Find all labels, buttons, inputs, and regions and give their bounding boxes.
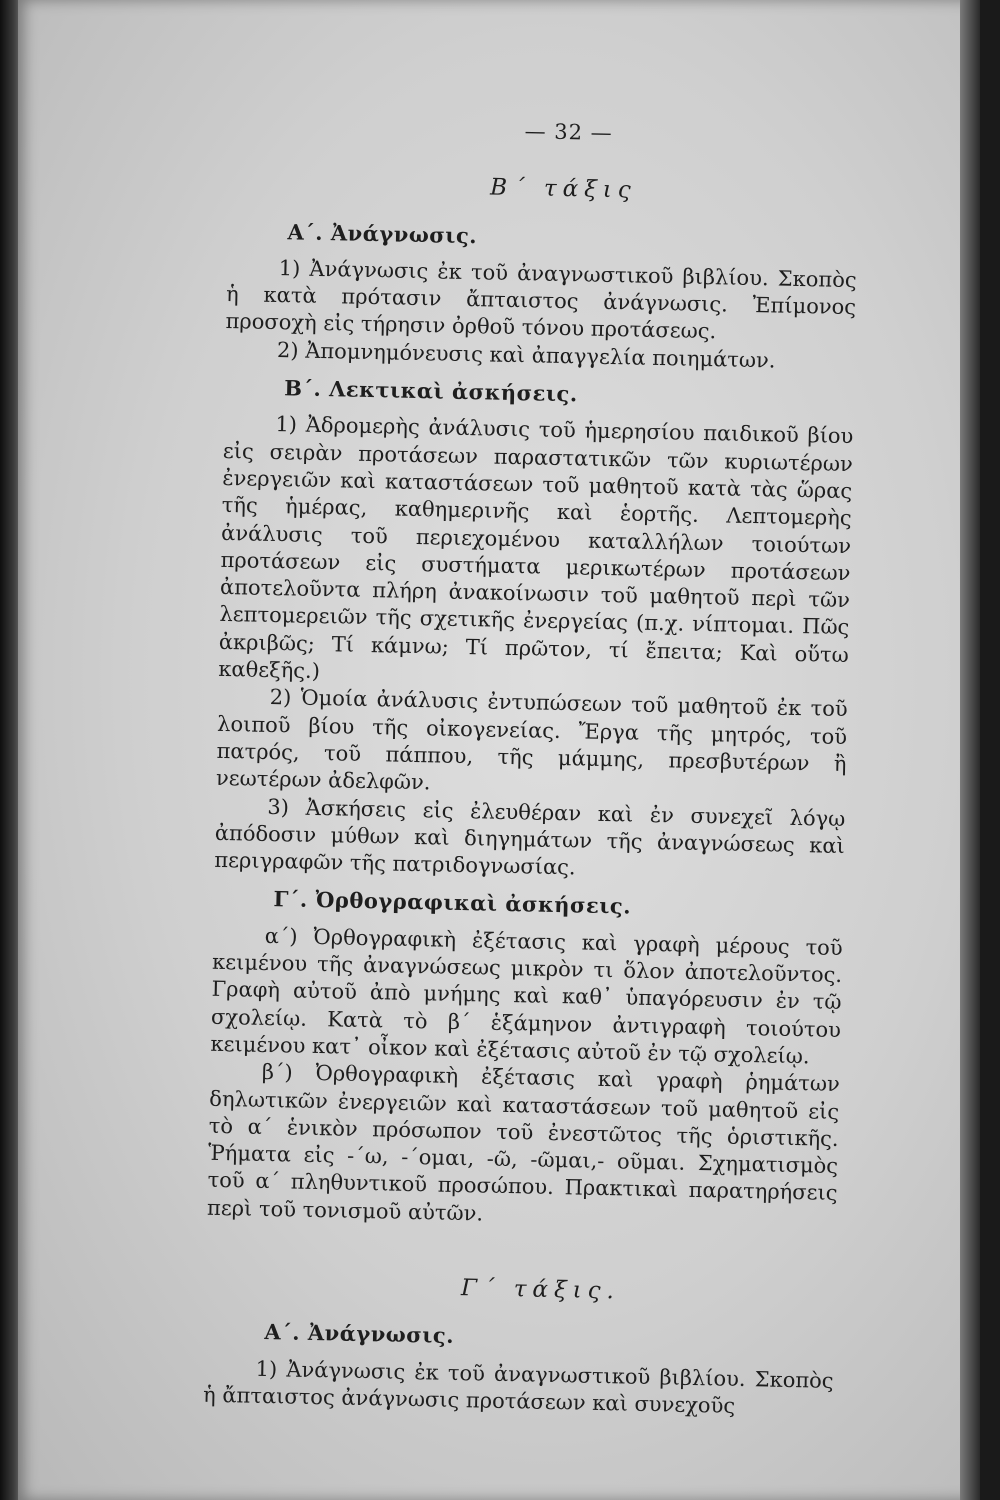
page-edge bbox=[960, 0, 980, 1500]
class-b-verbal-paragraph-2: 2) Ὁμοία ἀνάλυσις ἐντυπώσεων τοῦ μαθητοῦ ἐκ τοῦ λοιποῦ βίου τῆς οἰκογενείας. Ἔργα τῆς μητρός, τοῦ πατρός, τοῦ πάππου, τῆς μάμμης, πρεσβυτέρων ἢ νεωτέρων ἀδελφῶν. bbox=[215, 685, 848, 795]
class-b-verbal-paragraph-3: 3) Ἀσκήσεις εἰς ἐλευθέραν καὶ ἐν συνεχεῖ λόγῳ ἀπόδοσιν μύθων καὶ διηγημάτων τῆς ἀναγνώσεως καὶ περιγραφῶν τῆς πατριδογνωσίας. bbox=[214, 794, 846, 880]
class-c-reading-heading: Α΄. Ἀνάγνωσις. bbox=[264, 1319, 455, 1349]
class-b-reading-paragraph-2: 2) Ἀπομνημόνευσις καὶ ἀπαγγελία ποιημάτων. bbox=[276, 337, 776, 373]
class-b-spelling-paragraph-1: α΄) Ὀρθογραφικὴ ἐξέτασις καὶ γραφὴ μέρους τοῦ κειμένου τῆς ἀναγνώσεως μικρὸν τι ὅλον ἀποτελοῦντος. Γραφὴ αὐτοῦ ἀπὸ μνήμης καὶ καθ᾽ ὑπαγόρευσιν ἐν τῷ σχολείῳ. Κατὰ τὸ β΄ ἑξάμηνον ἀντιγραφὴ τοιούτου κειμένου κατ᾽ οἶκον καὶ ἐξέτασις αὐτοῦ ἐν τῷ σχολείῳ. bbox=[210, 923, 843, 1069]
class-c-title: Γ΄ τάξις. bbox=[460, 1275, 621, 1305]
class-b-spelling-paragraph-2: β΄) Ὀρθογραφικὴ ἐξέτασις καὶ γραφὴ ῥημάτων δηλωτικῶν ἐνεργειῶν καὶ καταστάσεων τοῦ μαθητοῦ εἰς τὸ α΄ ἑνικὸν πρόσωπον τοῦ ἐνεστῶτος τῆς ὁριστικῆς. Ῥήματα εἰς -΄ω, -΄ομαι, -ῶ, -ῶμαι,- οῦμαι. Σχηματισμὸς τοῦ α΄ πληθυντικοῦ προσώπου. Πρακτικαὶ παρατηρήσεις περὶ τοῦ τονισμοῦ αὐτῶν. bbox=[206, 1060, 841, 1226]
class-c-reading-paragraph-1: 1) Ἀνάγνωσις ἐκ τοῦ ἀναγνωστικοῦ βιβλίου. Σκοπὸς ἡ ἄπταιστος ἀνάγνωσις προτάσεων καὶ συνεχοῦς bbox=[202, 1356, 834, 1418]
page-content bbox=[203, 112, 860, 1422]
class-b-verbal-paragraph-1: 1) Ἀδρομερὴς ἀνάλυσις τοῦ ἡμερησίου παιδικοῦ βίου εἰς σειρὰν προτάσεων παραστατικῶν τῶν κυριωτέρων ἐνεργειῶν καὶ καταστάσεων τοῦ μαθητοῦ κατὰ τὰς ὥρας τῆς ἡμέρας, καθημερινῆς καὶ ἑορτῆς. Λεπτομερὴς ἀνάλυσις τοῦ περιεχομένου καταλλήλων τοιούτων προτάσεων εἰς συστήματα μερικωτέρων προτάσεων ἀποτελοῦντα πλήρη ἀνακοίνωσιν τοῦ μαθητοῦ περὶ τῶν λεπτομερειῶν τῆς σχετικῆς ἐνεργείας (π.χ. νίπτομαι. Πῶς ἀκριβῶς; Τί κάμνω; Τί πρῶτον, τί ἔπειτα; Καὶ οὕτω καθεξῆς.) bbox=[218, 412, 854, 684]
class-b-title: Β΄ τάξις bbox=[489, 174, 637, 204]
class-b-reading-heading: Α΄. Ἀνάγνωσις. bbox=[287, 218, 478, 248]
class-b-verbal-heading: Β΄. Λεκτικαὶ ἀσκήσεις. bbox=[283, 375, 578, 407]
page-number: — 32 — bbox=[524, 119, 613, 146]
class-b-reading-paragraph-1: 1) Ἀνάγνωσις ἐκ τοῦ ἀναγνωστικοῦ βιβλίου. Σκοπὸς ἡ κατὰ πρότασιν ἄπταιστος ἀνάγνωσις. Ἐπίμονος προσοχὴ εἰς τήρησιν ὀρθοῦ τόνου προτάσεως. bbox=[225, 255, 857, 344]
class-b-spelling-heading: Γ΄. Ὀρθογραφικαὶ ἀσκήσεις. bbox=[273, 886, 632, 919]
